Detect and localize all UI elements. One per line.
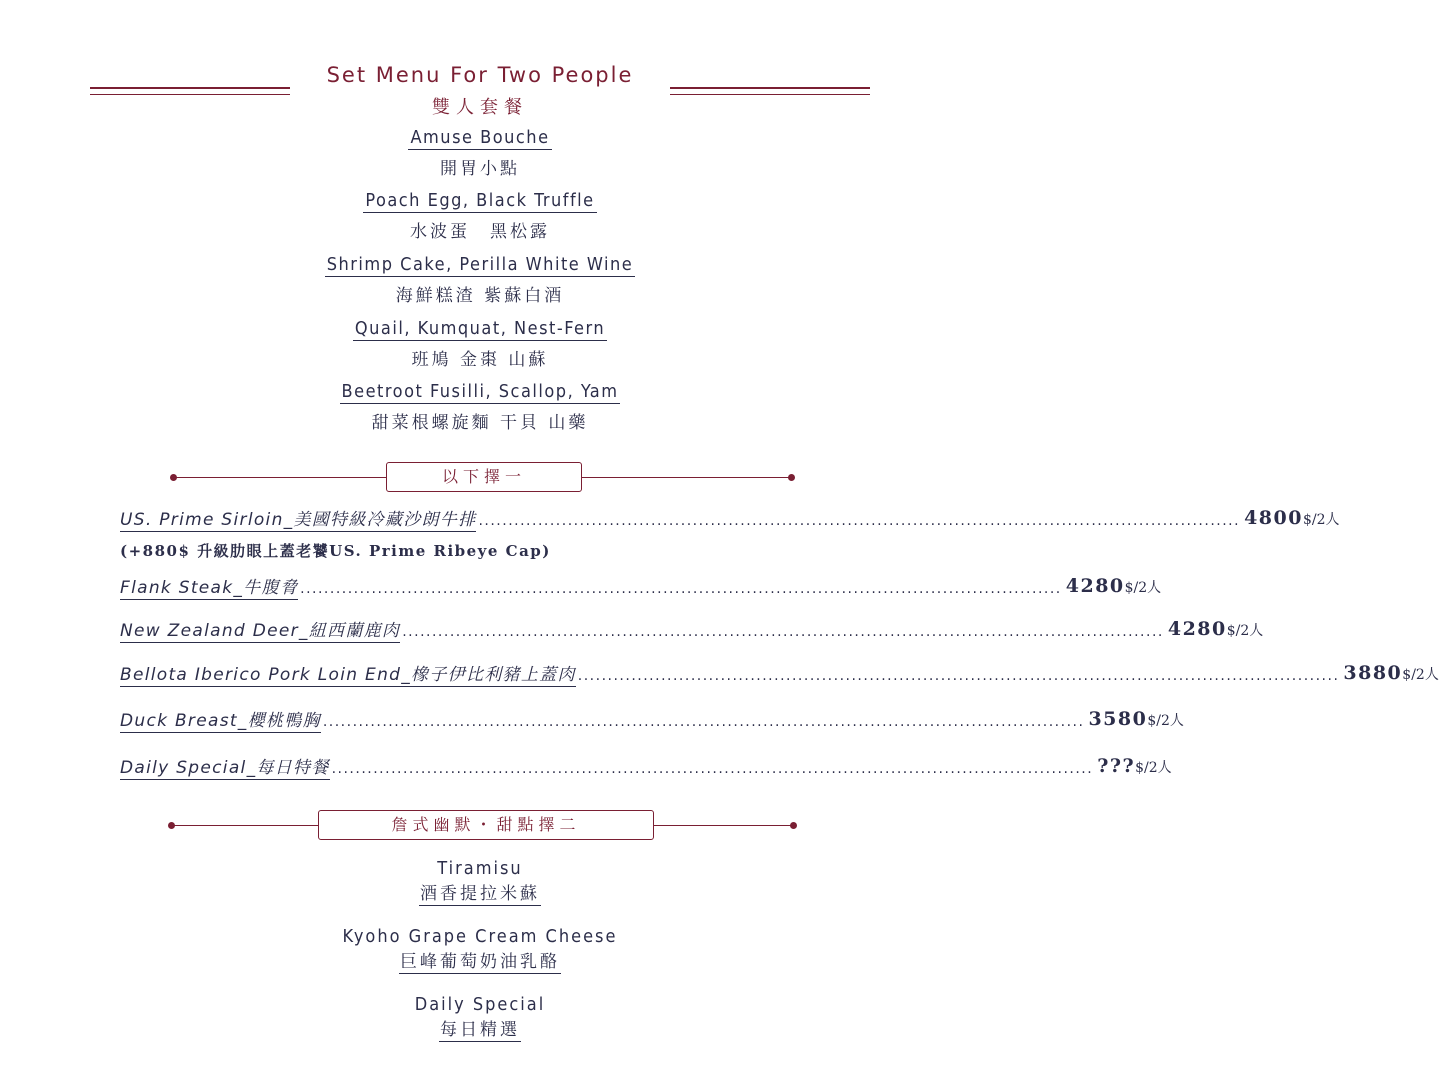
divider-dot-right xyxy=(788,474,795,481)
main-course-row xyxy=(120,506,1340,532)
price-unit: $/2人 xyxy=(1226,623,1264,639)
price-unit: $/2人 xyxy=(1402,667,1439,683)
course-name-en: Shrimp Cake, Perilla White Wine xyxy=(326,254,634,275)
dessert-item xyxy=(0,994,960,1042)
price-unit: $/2人 xyxy=(1147,713,1184,729)
course-name-en: Quail, Kumquat, Nest-Fern xyxy=(354,318,606,339)
course-item xyxy=(0,318,960,370)
main-course-name: Daily Special_每日特餐 xyxy=(120,758,330,778)
price-value: ??? xyxy=(1097,755,1136,777)
main-course-name: Duck Breast_櫻桃鴨胸 xyxy=(120,711,321,731)
dessert-name-en: Kyoho Grape Cream Cheese xyxy=(342,926,618,947)
main-course-price xyxy=(1066,574,1161,600)
price-unit: $/2人 xyxy=(1124,580,1162,596)
price-value: 4280 xyxy=(1167,618,1227,640)
main-course-name: Flank Steak_牛腹脅 xyxy=(120,578,299,598)
price-unit: $/2人 xyxy=(1135,760,1172,776)
dessert-item xyxy=(0,926,960,974)
main-course-name: US. Prime Sirloin_美國特級冷藏沙朗牛排 xyxy=(120,510,477,530)
price-value: 3580 xyxy=(1088,708,1148,730)
main-course-price xyxy=(1088,707,1183,733)
divider-line-right xyxy=(653,825,793,826)
course-name-zh: 海鮮糕渣 紫蘇白酒 xyxy=(395,286,565,306)
course-name-zh: 水波蛋 黑松露 xyxy=(410,222,550,242)
course-item xyxy=(0,127,960,179)
leader-dots: ................................................................................................................................ xyxy=(478,513,1241,529)
main-course-row xyxy=(120,617,1264,643)
price-unit: $/2人 xyxy=(1302,512,1340,528)
dessert-name-zh: 酒香提拉米蘇 xyxy=(419,879,541,906)
dessert-name-zh: 每日精選 xyxy=(439,1015,521,1042)
main-course-row xyxy=(120,574,1162,600)
main-course-price xyxy=(1097,754,1171,780)
menu-title-en: Set Menu For Two People xyxy=(326,63,634,87)
course-item xyxy=(0,381,960,433)
dessert-name-en: Tiramisu xyxy=(437,858,523,879)
course-name-en: Poach Egg, Black Truffle xyxy=(365,190,595,211)
leader-dots: ................................................................................................................................ xyxy=(577,668,1340,684)
main-course-price xyxy=(1168,617,1263,643)
course-name-zh: 班鳩 金棗 山蘇 xyxy=(411,350,549,370)
divider-dot-right xyxy=(790,822,797,829)
course-name-zh: 開胃小點 xyxy=(440,159,520,179)
course-name-en: Beetroot Fusilli, Scallop, Yam xyxy=(341,381,619,402)
upgrade-note: (+880$ 升級肋眼上蓋老饕US. Prime Ribeye Cap) xyxy=(120,542,551,560)
course-name-en: Amuse Bouche xyxy=(410,127,550,148)
leader-dots: ................................................................................................................................ xyxy=(402,624,1164,640)
menu-title-zh: 雙人套餐 xyxy=(432,97,528,118)
dessert-name-en: Daily Special xyxy=(414,994,546,1015)
divider-line-left xyxy=(174,477,386,478)
price-value: 4800 xyxy=(1244,507,1303,529)
mains-section-label: 以下擇一 xyxy=(386,462,582,492)
leader-dots: ................................................................................................................................ xyxy=(300,581,1062,597)
dessert-name-zh: 巨峰葡萄奶油乳酪 xyxy=(399,947,561,974)
main-course-price xyxy=(1343,661,1438,687)
course-item xyxy=(0,254,960,306)
price-value: 3880 xyxy=(1343,662,1403,684)
course-name-zh: 甜菜根螺旋麵 干貝 山藥 xyxy=(371,413,589,433)
leader-dots: ................................................................................................................................ xyxy=(322,714,1085,730)
main-course-row xyxy=(120,707,1184,733)
dessert-item xyxy=(0,858,960,906)
divider-line-left xyxy=(172,825,318,826)
main-course-row xyxy=(120,754,1172,780)
main-course-name: Bellota Iberico Pork Loin End_橡子伊比利豬上蓋肉 xyxy=(120,665,576,685)
main-course-row xyxy=(120,661,1439,687)
leader-dots: ................................................................................................................................ xyxy=(331,761,1094,777)
price-value: 4280 xyxy=(1065,575,1125,597)
divider-line-right xyxy=(582,477,792,478)
main-course-price xyxy=(1244,506,1339,532)
main-course-name: New Zealand Deer_紐西蘭鹿肉 xyxy=(120,621,401,641)
dessert-section-label: 詹式幽默・甜點擇二 xyxy=(318,810,654,840)
course-item xyxy=(0,190,960,242)
